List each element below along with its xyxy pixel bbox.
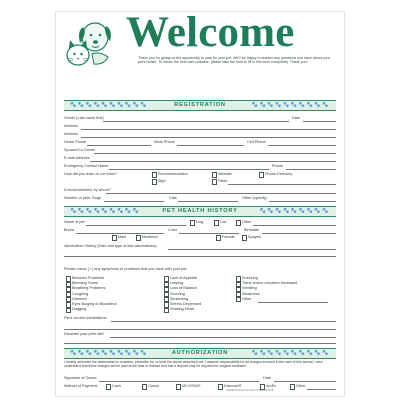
symptom-label: Loss of Balance — [170, 286, 198, 291]
form-title: Welcome — [126, 9, 295, 56]
phone-directory-checkbox[interactable] — [259, 172, 264, 177]
pet-count-row — [64, 196, 336, 203]
cash-checkbox[interactable] — [106, 384, 111, 389]
symptom-label: Other — [242, 296, 252, 301]
heard-row-2 — [64, 179, 336, 186]
other-source-label: Other — [218, 179, 228, 183]
mcvisa-label: MC/VISA® — [182, 384, 201, 388]
mcvisa-checkbox[interactable] — [176, 384, 181, 389]
check-label: Check — [148, 384, 159, 388]
intro-text: Thank you for giving us the opportunity to care for your pet. We'll be happy to answer any questions you have about your pet's health. To insure the best care possible, please take the time to fill in this form completely. Thank you! — [138, 56, 330, 65]
spayed-label: Spayed — [248, 235, 261, 239]
signature-label: Signature of Owner — [64, 376, 97, 380]
symptom-label: Vomiting — [242, 286, 257, 291]
symptom-label: Shaking Head — [170, 307, 194, 312]
form-header — [56, 9, 344, 78]
authorization-title: AUTHORIZATION — [171, 350, 229, 356]
neutered-checkbox[interactable] — [136, 235, 141, 240]
cash-label: Cash — [112, 384, 121, 388]
other-payment-field[interactable] — [307, 389, 336, 390]
emergency-label: Emergency Contact Name — [64, 164, 109, 168]
breed-field[interactable] — [76, 233, 164, 234]
male-checkbox[interactable] — [112, 235, 117, 240]
female-label: Female — [222, 235, 235, 239]
medications-field[interactable] — [111, 321, 336, 322]
female-checkbox[interactable] — [216, 235, 221, 240]
referred-label: If recommended, by whom? — [64, 188, 111, 192]
other-pets-field[interactable] — [269, 201, 336, 202]
payment-label: Method of Payment: — [64, 384, 98, 388]
breed-row — [64, 228, 336, 235]
other-source-field[interactable] — [228, 184, 336, 185]
symptom-checkbox[interactable] — [66, 308, 71, 313]
address-row-2 — [64, 132, 336, 139]
other-pets-label: Other (specify) — [242, 196, 267, 200]
spouse-label: Spouse/Co-Owner — [64, 148, 96, 152]
address-field-2[interactable] — [81, 137, 336, 138]
discover-label: Discover® — [224, 384, 242, 388]
other-species-field[interactable] — [253, 225, 336, 226]
payment-row — [64, 384, 336, 391]
vaccination-label: Vaccination History (Date and type of last vaccinations) — [64, 244, 157, 248]
work-phone-field[interactable] — [177, 145, 244, 146]
sign-label: Sign — [158, 179, 166, 183]
medications-line-2[interactable] — [64, 329, 336, 330]
paw-print-icon: 🐾🐾🐾🐾🐾🐾🐾🐾🐾🐾 — [251, 102, 330, 108]
symptom-label: Lack of Appetite — [170, 276, 198, 280]
emergency-row — [64, 164, 336, 171]
amex-label: AmEx — [266, 384, 277, 388]
spouse-row — [64, 148, 336, 155]
pet-name-field[interactable] — [86, 225, 186, 226]
dog-checkbox[interactable] — [190, 220, 195, 225]
symptom-label: Diarrhea — [72, 296, 87, 301]
birthdate-field[interactable] — [262, 233, 336, 234]
referred-row — [64, 188, 336, 195]
work-phone-label: Work Phone — [154, 140, 175, 144]
diet-line-2[interactable] — [64, 343, 336, 344]
address-row-1 — [64, 124, 336, 131]
address-label: Address — [64, 132, 78, 136]
symptom-label: Scratching — [170, 296, 188, 301]
symptom-checkbox[interactable] — [236, 297, 241, 302]
emergency-field[interactable] — [109, 169, 269, 170]
symptom-label: Behavior Problems — [72, 276, 105, 280]
home-phone-field[interactable] — [87, 145, 151, 146]
symptom-label: Thirst and/or Urination Increased — [242, 281, 298, 286]
website-label: Website — [218, 172, 232, 176]
owner-label: Owner (Last name first) — [64, 116, 104, 120]
pet-name-row — [64, 220, 336, 227]
registration-section-header — [64, 100, 336, 111]
other-payment-label: Other — [296, 384, 306, 388]
symptom-label: Breathing Problems — [72, 286, 106, 291]
symptom-label: Coughing — [72, 291, 89, 296]
birthdate-label: Birthdate — [244, 228, 260, 232]
cats-count-field[interactable] — [178, 201, 238, 202]
phone-directory-label: Phone Directory — [265, 172, 293, 176]
paw-print-icon: 🐾🐾🐾🐾🐾🐾🐾🐾🐾🐾 — [251, 350, 330, 356]
diet-label: Describe your pet's diet — [64, 332, 104, 336]
pet-history-title: PET HEALTH HISTORY — [162, 208, 238, 214]
dog-label: Dog — [196, 220, 203, 224]
email-row — [64, 156, 336, 163]
dog-and-cat-logo — [62, 17, 114, 67]
vaccination-line-2[interactable] — [64, 256, 336, 257]
symptom-label: Sneezing — [242, 276, 258, 280]
other-source-checkbox[interactable] — [212, 179, 217, 184]
heard-row — [64, 172, 336, 179]
symptom-label: Scooting — [170, 291, 185, 296]
breed-label: Breed — [64, 228, 75, 232]
symptom-label: Gagging — [72, 307, 87, 312]
paw-print-icon: 🐾🐾🐾🐾🐾🐾🐾🐾🐾 — [259, 208, 330, 214]
check-checkbox[interactable] — [142, 384, 147, 389]
signature-date-field[interactable] — [274, 381, 336, 382]
symptoms-prompt: Please check (✓) any symptoms or problems that you have with your pet. — [64, 267, 188, 271]
cell-phone-label: Cell Phone — [247, 140, 266, 144]
address-label: Address — [64, 124, 78, 128]
medications-row — [64, 316, 336, 323]
vaccination-row — [64, 244, 336, 251]
referred-field[interactable] — [106, 193, 336, 194]
address-field[interactable] — [81, 129, 336, 130]
dogs-count-label: Number of pets: Dogs — [64, 196, 101, 200]
signature-date-label: Date — [263, 376, 272, 380]
symptom-label: Eyes Bulging or Bloodshot — [72, 302, 117, 306]
vaccination-field[interactable] — [168, 249, 336, 250]
sign-checkbox[interactable] — [152, 179, 157, 184]
spayed-checkbox[interactable] — [242, 235, 247, 240]
recommendation-label: Recommendation — [158, 172, 188, 176]
diet-row — [64, 332, 336, 339]
symptom-label: Weakness — [242, 291, 260, 296]
registration-title: REGISTRATION — [174, 102, 226, 108]
symptom-checkbox[interactable] — [164, 308, 169, 313]
paw-print-icon: 🐾🐾🐾🐾🐾🐾🐾🐾🐾 — [70, 208, 141, 214]
medications-label: Pet's current medications — [64, 316, 107, 320]
owner-row — [64, 116, 336, 123]
owner-field[interactable] — [103, 121, 289, 122]
signature-row — [64, 376, 336, 383]
signature-field[interactable] — [99, 381, 259, 382]
symptom-label: Seems Depressed — [170, 302, 202, 306]
spouse-field[interactable] — [94, 153, 336, 154]
symptoms-prompt-row — [64, 267, 336, 274]
paw-print-icon: 🐾🐾🐾🐾🐾🐾🐾🐾🐾🐾 — [70, 102, 149, 108]
phones-row — [64, 140, 336, 147]
emergency-phone-label: Phone — [272, 164, 283, 168]
recommendation-checkbox[interactable] — [152, 172, 157, 177]
cell-phone-field[interactable] — [268, 145, 336, 146]
neutered-label: Neutered — [142, 235, 158, 239]
pet-history-section-header — [64, 206, 336, 217]
authorization-text: I hereby authorize the veterinarian to examine, prescribe for, or treat the above described pet. I assume responsibility for all charges incurred in the care of this animal. I also understand that these charges will be paid at the time of release and that a deposit may be required for surgical treatment. — [64, 360, 323, 369]
paw-print-icon: 🐾🐾🐾🐾🐾🐾🐾🐾🐾🐾 — [70, 350, 149, 356]
pet-name-label: Name of pet — [64, 220, 85, 224]
authorization-section-header — [64, 348, 336, 359]
cat-label: Cat — [220, 220, 226, 224]
other-species-checkbox[interactable] — [236, 220, 241, 225]
cats-count-label: Cats — [169, 196, 177, 200]
color-field[interactable] — [179, 233, 239, 234]
cat-checkbox[interactable] — [214, 220, 219, 225]
diet-field[interactable] — [110, 337, 336, 338]
male-label: Male — [118, 235, 127, 239]
date-label: Date — [292, 116, 301, 120]
form-footer-code: VS1505 Welcome Pet Form 1-800-843-9178 — [226, 389, 274, 392]
symptom-label: Bleeding Gums — [72, 281, 98, 286]
other-payment-checkbox[interactable] — [290, 384, 295, 389]
other-species-label: Other — [242, 220, 252, 224]
heard-label: How did you learn of our clinic? — [64, 172, 117, 176]
date-field[interactable] — [303, 121, 336, 122]
email-field[interactable] — [90, 161, 336, 162]
welcome-form-sheet — [56, 9, 344, 396]
sex-row — [64, 235, 336, 242]
discover-checkbox[interactable] — [218, 384, 223, 389]
website-checkbox[interactable] — [212, 172, 217, 177]
color-label: Color — [168, 228, 178, 232]
email-label: E-mail Address — [64, 156, 90, 160]
other-symptom-field[interactable] — [258, 302, 328, 303]
home-phone-label: Home Phone — [64, 140, 87, 144]
dogs-count-field[interactable] — [104, 201, 164, 202]
emergency-phone-field[interactable] — [286, 169, 336, 170]
symptom-label: Limping — [170, 281, 184, 286]
